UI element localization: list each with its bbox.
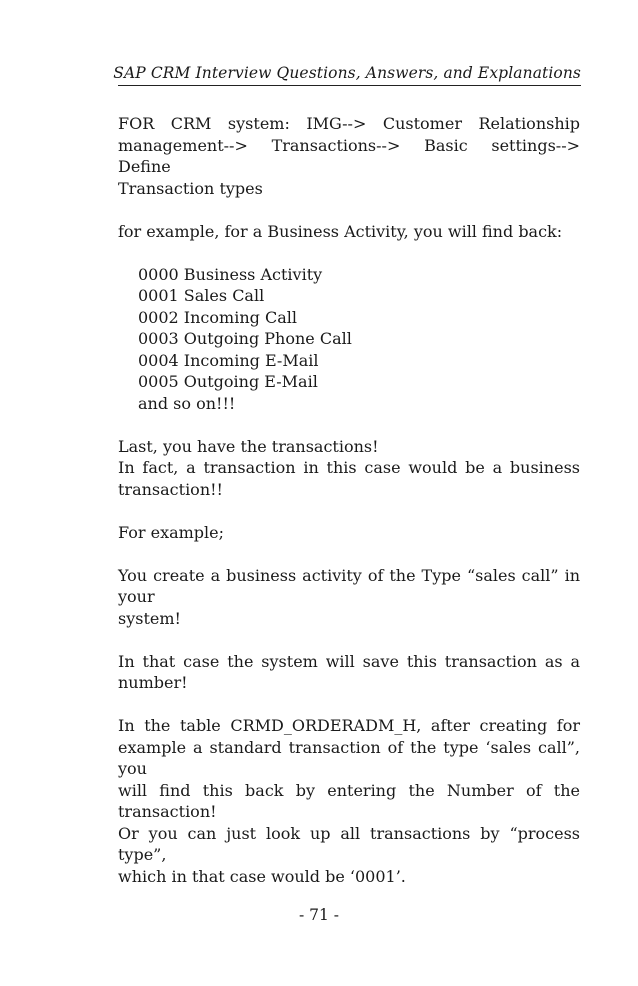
transaction-type-list — [118, 264, 580, 415]
paragraph-save-number — [118, 651, 580, 694]
text-line: will find this back by entering the Number of the transaction! — [118, 780, 580, 821]
list-item: 0005 Outgoing E-Mail — [138, 372, 318, 391]
paragraph-transactions — [118, 436, 580, 501]
page-number: - 71 - — [298, 906, 340, 924]
list-item: 0002 Incoming Call — [138, 307, 297, 327]
list-item: 0001 Sales Call — [138, 286, 265, 305]
text-line: Transaction types — [118, 178, 263, 198]
paragraph-table-lookup — [118, 715, 580, 887]
text-line: management--> Transactions--> Basic settings--> Define — [118, 135, 580, 176]
text-line: transaction!! — [118, 479, 223, 499]
text-line: number! — [118, 673, 188, 692]
text-line: In fact, a transaction in this case would be a business — [118, 458, 580, 477]
text-line: example a standard transaction of the type ‘sales call”, you — [118, 737, 580, 778]
list-item: 0003 Outgoing Phone Call — [138, 329, 352, 348]
text-line: In that case the system will save this transaction as a — [118, 651, 580, 671]
header-title: SAP CRM Interview Questions, Answers, and Explanations — [113, 64, 581, 82]
page-body — [118, 113, 580, 909]
list-item: 0004 Incoming E-Mail — [138, 350, 319, 370]
paragraph-example-intro — [118, 221, 580, 243]
text-line: In the table CRMD_ORDERADM_H, after creating for — [118, 716, 580, 735]
text-line: FOR CRM system: IMG--> Customer Relationship — [118, 114, 580, 133]
text-line: For example; — [118, 522, 225, 542]
text-line: system! — [118, 608, 181, 628]
text-line: for example, for a Business Activity, you will find back: — [118, 221, 563, 241]
text-line: You create a business activity of the Type “sales call” in your — [118, 565, 580, 606]
text-line: which in that case would be ‘0001’. — [118, 866, 406, 886]
list-item: and so on!!! — [138, 393, 236, 413]
paragraph-create-activity — [118, 565, 580, 630]
paragraph-img-path — [118, 113, 580, 199]
running-header — [113, 62, 581, 86]
text-line: Or you can just look up all transactions by “process type”, — [118, 823, 580, 864]
list-item: 0000 Business Activity — [138, 264, 323, 284]
text-line: Last, you have the transactions! — [118, 436, 379, 456]
paragraph-for-example — [118, 522, 580, 544]
